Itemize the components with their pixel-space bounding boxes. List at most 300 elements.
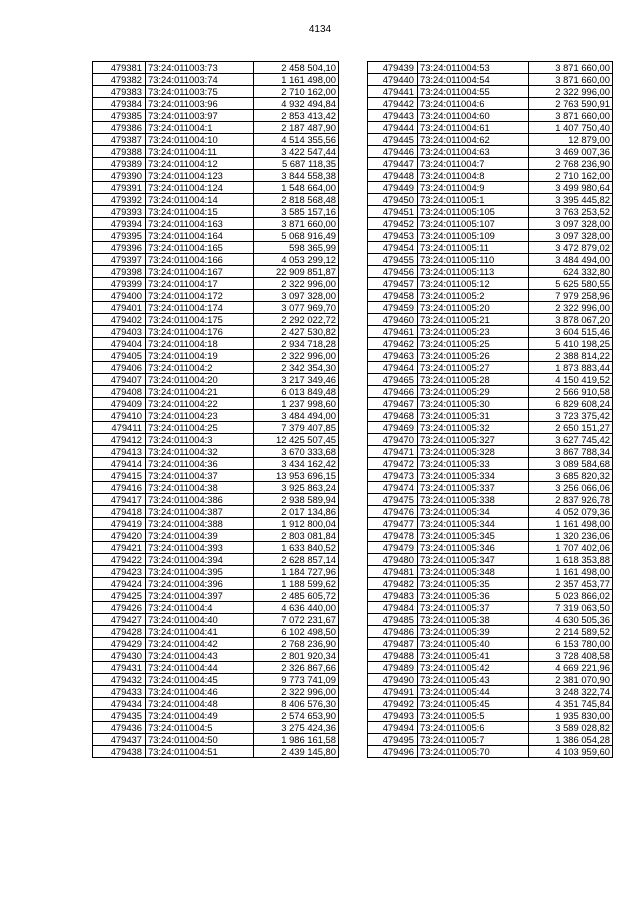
cadastral-number-cell: 73:24:011005:41 <box>418 650 529 662</box>
cadastral-number-cell: 73:24:011004:395 <box>146 566 254 578</box>
cadastral-value-cell: 2 322 996,00 <box>254 686 339 698</box>
cadastral-value-cell: 3 728 408,58 <box>529 650 613 662</box>
row-number-cell: 479440 <box>368 74 418 86</box>
row-number-cell: 479430 <box>93 650 146 662</box>
table-row <box>368 422 613 434</box>
cadastral-value-cell: 4 351 745,84 <box>529 698 613 710</box>
cadastral-number-cell: 73:24:011005:109 <box>418 230 529 242</box>
cadastral-value-cell: 1 986 161,58 <box>254 734 339 746</box>
table-row <box>368 602 613 614</box>
row-number-cell: 479426 <box>93 602 146 614</box>
cadastral-number-cell: 73:24:011004:44 <box>146 662 254 674</box>
cadastral-value-cell: 1 912 800,04 <box>254 518 339 530</box>
table-row <box>368 278 613 290</box>
table-row <box>93 542 339 554</box>
row-number-cell: 479471 <box>368 446 418 458</box>
cadastral-value-cell: 5 023 866,02 <box>529 590 613 602</box>
row-number-cell: 479418 <box>93 506 146 518</box>
row-number-cell: 479460 <box>368 314 418 326</box>
row-number-cell: 479427 <box>93 614 146 626</box>
row-number-cell: 479491 <box>368 686 418 698</box>
cadastral-number-cell: 73:24:011005:2 <box>418 290 529 302</box>
table-row <box>93 110 339 122</box>
row-number-cell: 479419 <box>93 518 146 530</box>
table-row <box>93 722 339 734</box>
cadastral-value-cell: 1 935 830,00 <box>529 710 613 722</box>
cadastral-number-cell: 73:24:011005:36 <box>418 590 529 602</box>
cadastral-value-cell: 4 150 419,52 <box>529 374 613 386</box>
row-number-cell: 479413 <box>93 446 146 458</box>
cadastral-value-cell: 2 322 996,00 <box>529 302 613 314</box>
cadastral-value-cell: 7 979 258,96 <box>529 290 613 302</box>
cadastral-number-cell: 73:24:011005:11 <box>418 242 529 254</box>
cadastral-number-cell: 73:24:011005:44 <box>418 686 529 698</box>
cadastral-number-cell: 73:24:011004:61 <box>418 122 529 134</box>
cadastral-number-cell: 73:24:011004:17 <box>146 278 254 290</box>
cadastral-number-cell: 73:24:011005:26 <box>418 350 529 362</box>
row-number-cell: 479387 <box>93 134 146 146</box>
table-row <box>93 494 339 506</box>
cadastral-value-cell: 3 275 424,36 <box>254 722 339 734</box>
row-number-cell: 479441 <box>368 86 418 98</box>
cadastral-value-cell: 2 650 151,27 <box>529 422 613 434</box>
table-row <box>368 374 613 386</box>
cadastral-value-cell: 2 938 589,94 <box>254 494 339 506</box>
cadastral-number-cell: 73:24:011005:327 <box>418 434 529 446</box>
cadastral-number-cell: 73:24:011004:36 <box>146 458 254 470</box>
cadastral-value-cell: 1 184 727,96 <box>254 566 339 578</box>
table-row <box>368 398 613 410</box>
cadastral-value-cell: 3 256 066,06 <box>529 482 613 494</box>
cadastral-number-cell: 73:24:011004:8 <box>418 170 529 182</box>
table-row <box>93 602 339 614</box>
cadastral-value-cell: 5 068 916,49 <box>254 230 339 242</box>
table-row <box>368 446 613 458</box>
table-row <box>368 674 613 686</box>
row-number-cell: 479399 <box>93 278 146 290</box>
cadastral-value-cell: 3 871 660,00 <box>529 74 613 86</box>
row-number-cell: 479422 <box>93 554 146 566</box>
table-row <box>93 398 339 410</box>
cadastral-number-cell: 73:24:011005:7 <box>418 734 529 746</box>
cadastral-number-cell: 73:24:011005:6 <box>418 722 529 734</box>
cadastral-value-cell: 6 013 849,48 <box>254 386 339 398</box>
table-row <box>93 458 339 470</box>
row-number-cell: 479410 <box>93 410 146 422</box>
row-number-cell: 479415 <box>93 470 146 482</box>
row-number-cell: 479444 <box>368 122 418 134</box>
cadastral-number-cell: 73:24:011005:20 <box>418 302 529 314</box>
cadastral-number-cell: 73:24:011005:37 <box>418 602 529 614</box>
row-number-cell: 479406 <box>93 362 146 374</box>
row-number-cell: 479447 <box>368 158 418 170</box>
cadastral-number-cell: 73:24:011005:1 <box>418 194 529 206</box>
cadastral-number-cell: 73:24:011004:62 <box>418 134 529 146</box>
table-row <box>93 506 339 518</box>
cadastral-number-cell: 73:24:011004:43 <box>146 650 254 662</box>
cadastral-number-cell: 73:24:011004:49 <box>146 710 254 722</box>
table-row <box>93 410 339 422</box>
cadastral-number-cell: 73:24:011005:39 <box>418 626 529 638</box>
cadastral-value-cell: 12 425 507,45 <box>254 434 339 446</box>
table-row <box>368 734 613 746</box>
table-row <box>93 194 339 206</box>
row-number-cell: 479489 <box>368 662 418 674</box>
table-row <box>93 338 339 350</box>
row-number-cell: 479421 <box>93 542 146 554</box>
row-number-cell: 479382 <box>93 74 146 86</box>
cadastral-value-cell: 7 379 407,85 <box>254 422 339 434</box>
table-row <box>368 578 613 590</box>
cadastral-value-cell: 3 871 660,00 <box>529 62 613 74</box>
cadastral-number-cell: 73:24:011004:396 <box>146 578 254 590</box>
cadastral-value-cell: 3 871 660,00 <box>254 218 339 230</box>
table-row <box>93 674 339 686</box>
cadastral-value-cell: 4 669 221,96 <box>529 662 613 674</box>
cadastral-number-cell: 73:24:011004:15 <box>146 206 254 218</box>
row-number-cell: 479442 <box>368 98 418 110</box>
cadastral-value-cell: 1 618 353,88 <box>529 554 613 566</box>
table-row <box>93 434 339 446</box>
cadastral-value-cell: 2 710 162,00 <box>529 170 613 182</box>
table-row <box>93 746 339 758</box>
cadastral-value-cell: 9 773 741,09 <box>254 674 339 686</box>
table-row <box>368 158 613 170</box>
table-row <box>93 530 339 542</box>
cadastral-number-cell: 73:24:011005:334 <box>418 470 529 482</box>
cadastral-number-cell: 73:24:011004:166 <box>146 254 254 266</box>
cadastral-value-cell: 3 077 969,70 <box>254 302 339 314</box>
cadastral-number-cell: 73:24:011004:41 <box>146 626 254 638</box>
row-number-cell: 479417 <box>93 494 146 506</box>
table-row <box>368 626 613 638</box>
table-row <box>368 206 613 218</box>
cadastral-value-cell: 2 322 996,00 <box>254 350 339 362</box>
cadastral-number-cell: 73:24:011004:394 <box>146 554 254 566</box>
cadastral-value-cell: 3 472 879,02 <box>529 242 613 254</box>
cadastral-number-cell: 73:24:011005:113 <box>418 266 529 278</box>
cadastral-number-cell: 73:24:011005:45 <box>418 698 529 710</box>
row-number-cell: 479431 <box>93 662 146 674</box>
row-number-cell: 479472 <box>368 458 418 470</box>
table-row <box>368 242 613 254</box>
left-data-table <box>92 61 339 758</box>
cadastral-number-cell: 73:24:011005:346 <box>418 542 529 554</box>
cadastral-number-cell: 73:24:011005:25 <box>418 338 529 350</box>
cadastral-value-cell: 3 097 328,00 <box>529 230 613 242</box>
row-number-cell: 479424 <box>93 578 146 590</box>
cadastral-number-cell: 73:24:011004:10 <box>146 134 254 146</box>
row-number-cell: 479480 <box>368 554 418 566</box>
table-row <box>93 278 339 290</box>
cadastral-number-cell: 73:24:011005:33 <box>418 458 529 470</box>
row-number-cell: 479423 <box>93 566 146 578</box>
table-row <box>93 134 339 146</box>
cadastral-number-cell: 73:24:011004:124 <box>146 182 254 194</box>
table-row <box>93 170 339 182</box>
row-number-cell: 479434 <box>93 698 146 710</box>
cadastral-value-cell: 2 837 926,78 <box>529 494 613 506</box>
table-row <box>93 626 339 638</box>
cadastral-value-cell: 1 407 750,40 <box>529 122 613 134</box>
cadastral-value-cell: 4 636 440,00 <box>254 602 339 614</box>
row-number-cell: 479456 <box>368 266 418 278</box>
cadastral-value-cell: 13 953 696,15 <box>254 470 339 482</box>
cadastral-value-cell: 22 909 851,87 <box>254 266 339 278</box>
row-number-cell: 479468 <box>368 410 418 422</box>
cadastral-value-cell: 2 803 081,84 <box>254 530 339 542</box>
table-row <box>368 122 613 134</box>
row-number-cell: 479401 <box>93 302 146 314</box>
cadastral-number-cell: 73:24:011005:337 <box>418 482 529 494</box>
cadastral-value-cell: 3 499 980,64 <box>529 182 613 194</box>
cadastral-value-cell: 4 932 494,84 <box>254 98 339 110</box>
row-number-cell: 479495 <box>368 734 418 746</box>
cadastral-number-cell: 73:24:011004:393 <box>146 542 254 554</box>
cadastral-number-cell: 73:24:011005:105 <box>418 206 529 218</box>
table-row <box>93 254 339 266</box>
row-number-cell: 479414 <box>93 458 146 470</box>
row-number-cell: 479402 <box>93 314 146 326</box>
cadastral-number-cell: 73:24:011003:75 <box>146 86 254 98</box>
cadastral-value-cell: 7 319 063,50 <box>529 602 613 614</box>
cadastral-number-cell: 73:24:011005:348 <box>418 566 529 578</box>
cadastral-value-cell: 2 326 867,66 <box>254 662 339 674</box>
table-row <box>93 302 339 314</box>
row-number-cell: 479388 <box>93 146 146 158</box>
table-row <box>368 182 613 194</box>
table-row <box>93 326 339 338</box>
cadastral-number-cell: 73:24:011004:51 <box>146 746 254 758</box>
table-row <box>368 722 613 734</box>
table-row <box>368 554 613 566</box>
cadastral-value-cell: 3 604 515,46 <box>529 326 613 338</box>
table-row <box>93 158 339 170</box>
cadastral-number-cell: 73:24:011005:28 <box>418 374 529 386</box>
table-row <box>93 698 339 710</box>
table-row <box>93 710 339 722</box>
table-row <box>368 686 613 698</box>
cadastral-number-cell: 73:24:011004:2 <box>146 362 254 374</box>
row-number-cell: 479483 <box>368 590 418 602</box>
cadastral-number-cell: 73:24:011004:164 <box>146 230 254 242</box>
table-row <box>368 662 613 674</box>
table-row <box>93 74 339 86</box>
cadastral-number-cell: 73:24:011005:12 <box>418 278 529 290</box>
left-table-body <box>93 62 339 758</box>
table-row <box>368 326 613 338</box>
cadastral-number-cell: 73:24:011005:32 <box>418 422 529 434</box>
table-row <box>93 734 339 746</box>
cadastral-value-cell: 4 103 959,60 <box>529 746 613 758</box>
cadastral-value-cell: 1 707 402,06 <box>529 542 613 554</box>
cadastral-number-cell: 73:24:011004:176 <box>146 326 254 338</box>
cadastral-value-cell: 2 763 590,91 <box>529 98 613 110</box>
row-number-cell: 479487 <box>368 638 418 650</box>
row-number-cell: 479494 <box>368 722 418 734</box>
row-number-cell: 479485 <box>368 614 418 626</box>
cadastral-value-cell: 3 685 820,32 <box>529 470 613 482</box>
cadastral-value-cell: 1 188 599,62 <box>254 578 339 590</box>
cadastral-number-cell: 73:24:011005:5 <box>418 710 529 722</box>
cadastral-value-cell: 2 357 453,77 <box>529 578 613 590</box>
cadastral-number-cell: 73:24:011004:21 <box>146 386 254 398</box>
cadastral-value-cell: 3 589 028,82 <box>529 722 613 734</box>
row-number-cell: 479397 <box>93 254 146 266</box>
row-number-cell: 479463 <box>368 350 418 362</box>
cadastral-number-cell: 73:24:011003:73 <box>146 62 254 74</box>
right-table-body <box>368 62 613 758</box>
cadastral-number-cell: 73:24:011004:37 <box>146 470 254 482</box>
cadastral-value-cell: 2 322 996,00 <box>254 278 339 290</box>
cadastral-number-cell: 73:24:011004:20 <box>146 374 254 386</box>
table-row <box>93 446 339 458</box>
cadastral-value-cell: 3 878 067,20 <box>529 314 613 326</box>
cadastral-number-cell: 73:24:011005:34 <box>418 506 529 518</box>
row-number-cell: 479492 <box>368 698 418 710</box>
row-number-cell: 479458 <box>368 290 418 302</box>
cadastral-value-cell: 2 187 487,90 <box>254 122 339 134</box>
cadastral-number-cell: 73:24:011005:35 <box>418 578 529 590</box>
table-row <box>93 578 339 590</box>
cadastral-number-cell: 73:24:011004:53 <box>418 62 529 74</box>
cadastral-value-cell: 1 548 664,00 <box>254 182 339 194</box>
row-number-cell: 479432 <box>93 674 146 686</box>
row-number-cell: 479474 <box>368 482 418 494</box>
row-number-cell: 479467 <box>368 398 418 410</box>
cadastral-value-cell: 2 017 134,86 <box>254 506 339 518</box>
cadastral-value-cell: 1 873 883,44 <box>529 362 613 374</box>
table-row <box>93 362 339 374</box>
table-row <box>368 698 613 710</box>
row-number-cell: 479392 <box>93 194 146 206</box>
cadastral-value-cell: 5 687 118,35 <box>254 158 339 170</box>
row-number-cell: 479412 <box>93 434 146 446</box>
row-number-cell: 479461 <box>368 326 418 338</box>
row-number-cell: 479439 <box>368 62 418 74</box>
cadastral-value-cell: 3 097 328,00 <box>529 218 613 230</box>
table-row <box>368 386 613 398</box>
table-row <box>368 290 613 302</box>
table-row <box>93 686 339 698</box>
cadastral-number-cell: 73:24:011005:338 <box>418 494 529 506</box>
cadastral-number-cell: 73:24:011005:38 <box>418 614 529 626</box>
table-row <box>368 194 613 206</box>
cadastral-value-cell: 1 633 840,52 <box>254 542 339 554</box>
cadastral-value-cell: 2 710 162,00 <box>254 86 339 98</box>
row-number-cell: 479475 <box>368 494 418 506</box>
row-number-cell: 479464 <box>368 362 418 374</box>
cadastral-number-cell: 73:24:011004:5 <box>146 722 254 734</box>
cadastral-number-cell: 73:24:011004:54 <box>418 74 529 86</box>
cadastral-number-cell: 73:24:011005:23 <box>418 326 529 338</box>
row-number-cell: 479381 <box>93 62 146 74</box>
row-number-cell: 479390 <box>93 170 146 182</box>
table-row <box>368 98 613 110</box>
cadastral-number-cell: 73:24:011004:32 <box>146 446 254 458</box>
cadastral-number-cell: 73:24:011004:63 <box>418 146 529 158</box>
cadastral-value-cell: 8 406 576,30 <box>254 698 339 710</box>
table-row <box>368 74 613 86</box>
cadastral-value-cell: 3 925 863,24 <box>254 482 339 494</box>
table-row <box>93 242 339 254</box>
row-number-cell: 479391 <box>93 182 146 194</box>
cadastral-number-cell: 73:24:011004:167 <box>146 266 254 278</box>
table-row <box>93 122 339 134</box>
row-number-cell: 479435 <box>93 710 146 722</box>
row-number-cell: 479452 <box>368 218 418 230</box>
row-number-cell: 479496 <box>368 746 418 758</box>
cadastral-value-cell: 1 161 498,00 <box>529 518 613 530</box>
cadastral-number-cell: 73:24:011004:23 <box>146 410 254 422</box>
cadastral-number-cell: 73:24:011005:344 <box>418 518 529 530</box>
cadastral-value-cell: 2 768 236,90 <box>529 158 613 170</box>
cadastral-number-cell: 73:24:011005:29 <box>418 386 529 398</box>
cadastral-number-cell: 73:24:011004:387 <box>146 506 254 518</box>
cadastral-number-cell: 73:24:011004:397 <box>146 590 254 602</box>
row-number-cell: 479395 <box>93 230 146 242</box>
table-row <box>93 350 339 362</box>
cadastral-value-cell: 3 395 445,82 <box>529 194 613 206</box>
cadastral-number-cell: 73:24:011005:43 <box>418 674 529 686</box>
cadastral-value-cell: 3 627 745,42 <box>529 434 613 446</box>
cadastral-value-cell: 6 153 780,00 <box>529 638 613 650</box>
cadastral-number-cell: 73:24:011004:19 <box>146 350 254 362</box>
table-row <box>368 530 613 542</box>
row-number-cell: 479411 <box>93 422 146 434</box>
cadastral-value-cell: 3 585 157,16 <box>254 206 339 218</box>
cadastral-value-cell: 1 320 236,06 <box>529 530 613 542</box>
row-number-cell: 479486 <box>368 626 418 638</box>
row-number-cell: 479425 <box>93 590 146 602</box>
row-number-cell: 479420 <box>93 530 146 542</box>
table-row <box>93 650 339 662</box>
cadastral-number-cell: 73:24:011004:165 <box>146 242 254 254</box>
table-row <box>93 518 339 530</box>
cadastral-number-cell: 73:24:011005:21 <box>418 314 529 326</box>
cadastral-number-cell: 73:24:011004:7 <box>418 158 529 170</box>
table-row <box>93 290 339 302</box>
cadastral-value-cell: 4 630 505,36 <box>529 614 613 626</box>
cadastral-value-cell: 2 292 022,72 <box>254 314 339 326</box>
cadastral-number-cell: 73:24:011004:55 <box>418 86 529 98</box>
row-number-cell: 479398 <box>93 266 146 278</box>
row-number-cell: 479453 <box>368 230 418 242</box>
row-number-cell: 479450 <box>368 194 418 206</box>
cadastral-number-cell: 73:24:011003:74 <box>146 74 254 86</box>
cadastral-number-cell: 73:24:011004:175 <box>146 314 254 326</box>
cadastral-value-cell: 3 434 162,42 <box>254 458 339 470</box>
table-row <box>93 590 339 602</box>
cadastral-number-cell: 73:24:011004:174 <box>146 302 254 314</box>
row-number-cell: 479428 <box>93 626 146 638</box>
cadastral-number-cell: 73:24:011005:345 <box>418 530 529 542</box>
table-row <box>368 470 613 482</box>
cadastral-value-cell: 1 161 498,00 <box>254 74 339 86</box>
row-number-cell: 479407 <box>93 374 146 386</box>
cadastral-value-cell: 2 853 413,42 <box>254 110 339 122</box>
cadastral-value-cell: 3 469 007,36 <box>529 146 613 158</box>
cadastral-value-cell: 2 214 589,52 <box>529 626 613 638</box>
cadastral-value-cell: 2 388 814,22 <box>529 350 613 362</box>
row-number-cell: 479459 <box>368 302 418 314</box>
cadastral-value-cell: 598 365,99 <box>254 242 339 254</box>
cadastral-number-cell: 73:24:011005:328 <box>418 446 529 458</box>
cadastral-value-cell: 1 386 054,28 <box>529 734 613 746</box>
table-row <box>368 266 613 278</box>
cadastral-value-cell: 2 566 910,58 <box>529 386 613 398</box>
row-number-cell: 479437 <box>93 734 146 746</box>
